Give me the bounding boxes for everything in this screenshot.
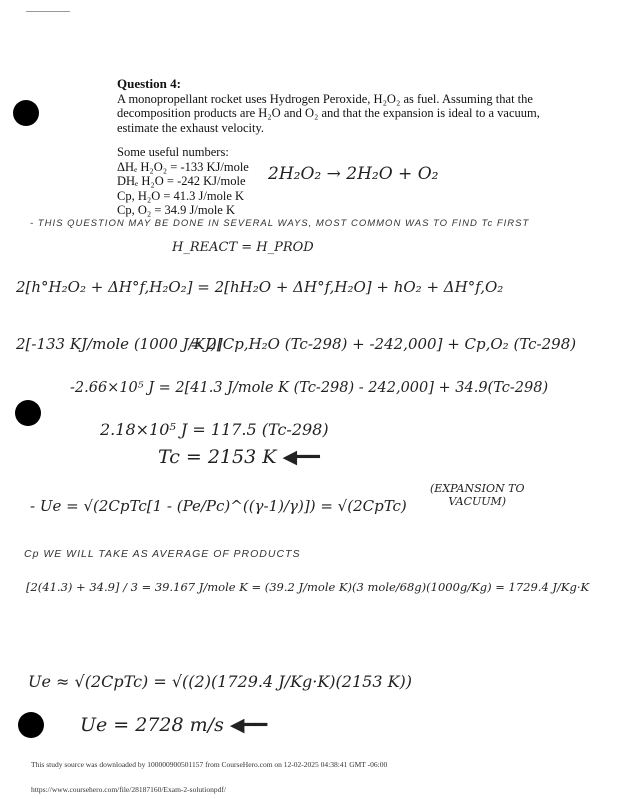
source-url[interactable]: https://www.coursehero.com/file/28187160/Exam-2-solutionpdf/ (31, 785, 226, 794)
download-notice: This study source was downloaded by 100000900501157 from CourseHero.com on 12-02-2025 04:38:41 GMT -06:00 (31, 760, 388, 769)
binder-hole-top (13, 100, 39, 126)
substitution-line-1-right: = 2[Cp,H₂O (Tc-298) + -242,000] + Cp,O₂ (Tc-298) (190, 335, 577, 353)
substitution-line-1-left: 2[-133 KJ/mole (1000 J/KJ)] (16, 335, 223, 353)
expansion-note-line2: VACUUM) (448, 495, 507, 508)
arrow-left-icon: ◀━━ (282, 446, 320, 468)
useful-number-item: Cp, H₂O = 41.3 J/mole K (117, 188, 245, 203)
exhaust-velocity-equation: Ue ≈ √(2CpTc) = √((2)(1729.4 J/Kg·K)(2153 K)) (28, 672, 413, 691)
expansion-note-line1: (EXPANSION TO (430, 482, 525, 495)
useful-numbers (117, 145, 249, 218)
useful-numbers-heading: Some useful numbers: (117, 145, 229, 159)
substitution-line-2: -2.66×10⁵ J = 2[41.3 J/mole K (Tc-298) - 242,000] + 34.9(Tc-298) (70, 380, 549, 396)
reaction-equation: 2H₂O₂ → 2H₂O + O₂ (268, 164, 439, 184)
cp-calculation: [2(41.3) + 34.9] / 3 = 39.167 J/mole K = (39.2 J/mole K)(3 mole/68g)(1000g/Kg) = 1729.4 J/Kg·K (26, 580, 590, 594)
arrow-left-icon: ◀━━ (229, 714, 268, 736)
exhaust-velocity-result (80, 714, 267, 736)
binder-hole-bottom (18, 712, 44, 738)
question-body-line2: decomposition products are H₂O and O₂ and that the expansion is ideal to a vacuum, (117, 106, 540, 120)
enthalpy-equation: 2[h°H₂O₂ + ΔH°f,H₂O₂] = 2[hH₂O + ΔH°f,H₂O] + hO₂ + ΔH°f,O₂ (16, 278, 504, 296)
useful-number-item: Cp, O₂ = 34.9 J/mole K (117, 203, 236, 217)
question-body-line3: estimate the exhaust velocity. (117, 120, 265, 135)
question-body-line1: A monopropellant rocket uses Hydrogen Peroxide, H₂O₂ as fuel. Assuming that the (117, 91, 533, 106)
chamber-temperature-value: Tc = 2153 K (158, 446, 277, 468)
useful-number-item: DHₑ H₂O = -242 KJ/mole (117, 174, 246, 188)
cp-note: Cp WE WILL TAKE AS AVERAGE OF PRODUCTS (24, 548, 301, 560)
exhaust-velocity-value: Ue = 2728 m/s (80, 714, 224, 736)
method-note: - THIS QUESTION MAY BE DONE IN SEVERAL WAYS, MOST COMMON WAS TO FIND Tc FIRST (30, 218, 530, 229)
velocity-equation: - Ue = √(2CpTc[1 - (Pe/Pc)^((γ-1)/γ)]) = √(2CpTc) (30, 497, 407, 515)
question-block (117, 77, 547, 135)
chamber-temperature-result (158, 446, 320, 468)
expansion-note (430, 482, 525, 508)
energy-balance: H_REACT = H_PROD (172, 240, 314, 255)
question-title: Question 4: (117, 76, 181, 91)
substitution-line-3: 2.18×10⁵ J = 117.5 (Tc-298) (100, 420, 329, 439)
useful-number-item: ΔHₑ H₂O₂ = -133 KJ/mole (117, 159, 249, 174)
binder-hole-middle (15, 400, 41, 426)
scan-mark (26, 11, 70, 12)
